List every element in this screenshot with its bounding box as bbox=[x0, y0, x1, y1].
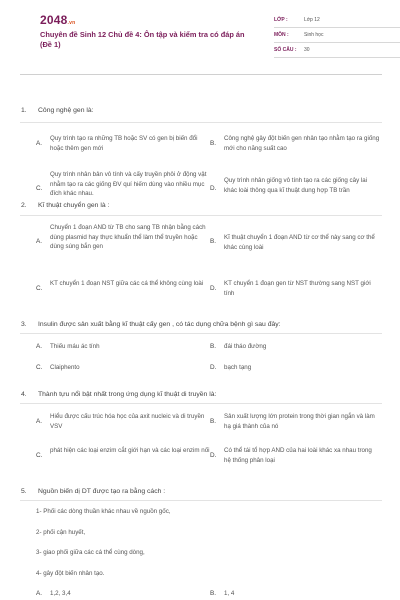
question-divider bbox=[20, 403, 382, 404]
meta-key: MÔN : bbox=[274, 32, 289, 38]
option-letter: C. bbox=[36, 452, 43, 459]
option-letter: C. bbox=[36, 364, 43, 371]
option-letter: A. bbox=[36, 343, 43, 350]
question-divider bbox=[20, 122, 382, 123]
option-letter: A. bbox=[36, 238, 43, 245]
header-divider bbox=[20, 74, 382, 75]
option-text: Kĩ thuật chuyển 1 đoạn AND từ cơ thể này sang cơ thể khác cùng loài bbox=[224, 234, 375, 251]
question-text: Kĩ thuật chuyển gen là : bbox=[38, 202, 110, 209]
option-letter: D. bbox=[210, 364, 217, 371]
question-divider bbox=[20, 500, 382, 501]
question-divider bbox=[20, 333, 382, 334]
meta-row-count bbox=[274, 43, 400, 58]
question-number: 3. bbox=[21, 321, 27, 328]
option-text: 1, 4 bbox=[224, 590, 235, 597]
option-letter: A. bbox=[36, 140, 43, 147]
option-text: Thiếu máu ác tính bbox=[50, 343, 100, 350]
logo-text: 2048 bbox=[40, 13, 68, 27]
option-letter: B. bbox=[210, 238, 217, 245]
question-number: 5. bbox=[21, 488, 27, 495]
option-letter: A. bbox=[36, 590, 43, 597]
option-letter: D. bbox=[210, 285, 217, 292]
option-text: 1,2, 3,4 bbox=[50, 590, 71, 597]
meta-row-subject bbox=[274, 28, 400, 43]
option-letter: B. bbox=[210, 140, 217, 147]
option-text: bạch tạng bbox=[224, 364, 252, 371]
question-text: Thành tựu nổi bật nhất trong ứng dụng kĩ thuật di truyền là: bbox=[38, 391, 217, 398]
option-text: Có thể tái tổ hợp AND của hai loài khác xa nhau trong hệ thống phân loại bbox=[224, 447, 372, 464]
meta-table bbox=[274, 13, 400, 58]
question-text: Công nghệ gen là: bbox=[38, 107, 94, 114]
question-number: 2. bbox=[21, 202, 27, 209]
option-text: Hiểu được cấu trúc hóa học của axit nucleic và di truyền VSV bbox=[50, 413, 205, 430]
option-text: Quy trình tạo ra những TB hoặc SV có gen bị biến đổi hoặc thêm gen mới bbox=[50, 135, 198, 152]
option-letter: B. bbox=[210, 590, 217, 597]
question-number: 1. bbox=[21, 107, 27, 114]
meta-key: SỐ CÂU : bbox=[274, 47, 297, 53]
option-text: Quy trình nhân giống vô tính tạo ra các giống cây lai khác loài thông qua kĩ thuật dung hợp TB trần bbox=[224, 177, 368, 194]
meta-key: LỚP : bbox=[274, 17, 288, 23]
option-text: Quy trình nhân bản vô tính và cấy truyền phôi ở động vật nhằm tạo ra các giống ĐV quí hiếm dùng vào nhiều mục đích khác nhau. bbox=[50, 171, 207, 197]
option-letter: C. bbox=[36, 285, 43, 292]
option-text: KT chuyển 1 đoạn NST giữa các cá thể không cùng loài bbox=[50, 280, 204, 287]
meta-value: 30 bbox=[304, 47, 310, 53]
document-title: Chuyên đề Sinh 12 Chủ đề 4: Ôn tập và kiểm tra có đáp án (Đề 1) bbox=[40, 30, 245, 49]
meta-row-class bbox=[274, 13, 400, 28]
option-text: Claiphento bbox=[50, 364, 80, 371]
logo-suffix: .vn bbox=[67, 20, 76, 26]
option-letter: D. bbox=[210, 452, 217, 459]
option-text: đái tháo đường bbox=[224, 343, 267, 350]
statement-4: 4- gây đột biến nhân tạo. bbox=[36, 570, 105, 577]
option-letter: D. bbox=[210, 185, 217, 192]
question-divider bbox=[20, 215, 382, 216]
statement-1: 1- Phối các dòng thuần khác nhau về nguồn gốc, bbox=[36, 508, 171, 515]
option-letter: B. bbox=[210, 418, 217, 425]
meta-value: Sinh học bbox=[304, 32, 324, 38]
option-text: Sản xuất lượng lớn protein trong thời gian ngắn và làm hạ giá thành của nó bbox=[224, 413, 375, 430]
option-text: phát hiện các loại enzim cắt giới hạn và các loại enzim nối bbox=[50, 447, 210, 454]
statement-3: 3- giao phối giữa các cá thể cùng dòng, bbox=[36, 549, 145, 556]
option-text: Chuyển 1 đoạn AND từ TB cho sang TB nhận bằng cách dùng plasmid hay thực khuẩn thể làm thể truyền hoặc dùng súng bắn gen bbox=[50, 224, 206, 250]
question-text: Insulin được sản xuất bằng kĩ thuật cấy gen , có tác dụng chữa bệnh gì sau đây: bbox=[38, 321, 281, 328]
option-letter: B. bbox=[210, 343, 217, 350]
option-letter: C. bbox=[36, 185, 43, 192]
header bbox=[20, 0, 380, 70]
question-number: 4. bbox=[21, 391, 27, 398]
option-text: KT chuyển 1 đoạn gen từ NST thường sang NST giới tính bbox=[224, 280, 371, 297]
option-text: Công nghệ gây đột biến gen nhân tạo nhằm tạo ra giống mới cho năng suất cao bbox=[224, 135, 380, 152]
option-letter: A. bbox=[36, 418, 43, 425]
site-logo[interactable] bbox=[40, 13, 75, 27]
question-text: Nguồn biến dị DT được tạo ra bằng cách : bbox=[38, 488, 166, 495]
statement-2: 2- phối cận huyết, bbox=[36, 529, 86, 536]
meta-value: Lớp 12 bbox=[304, 17, 320, 23]
